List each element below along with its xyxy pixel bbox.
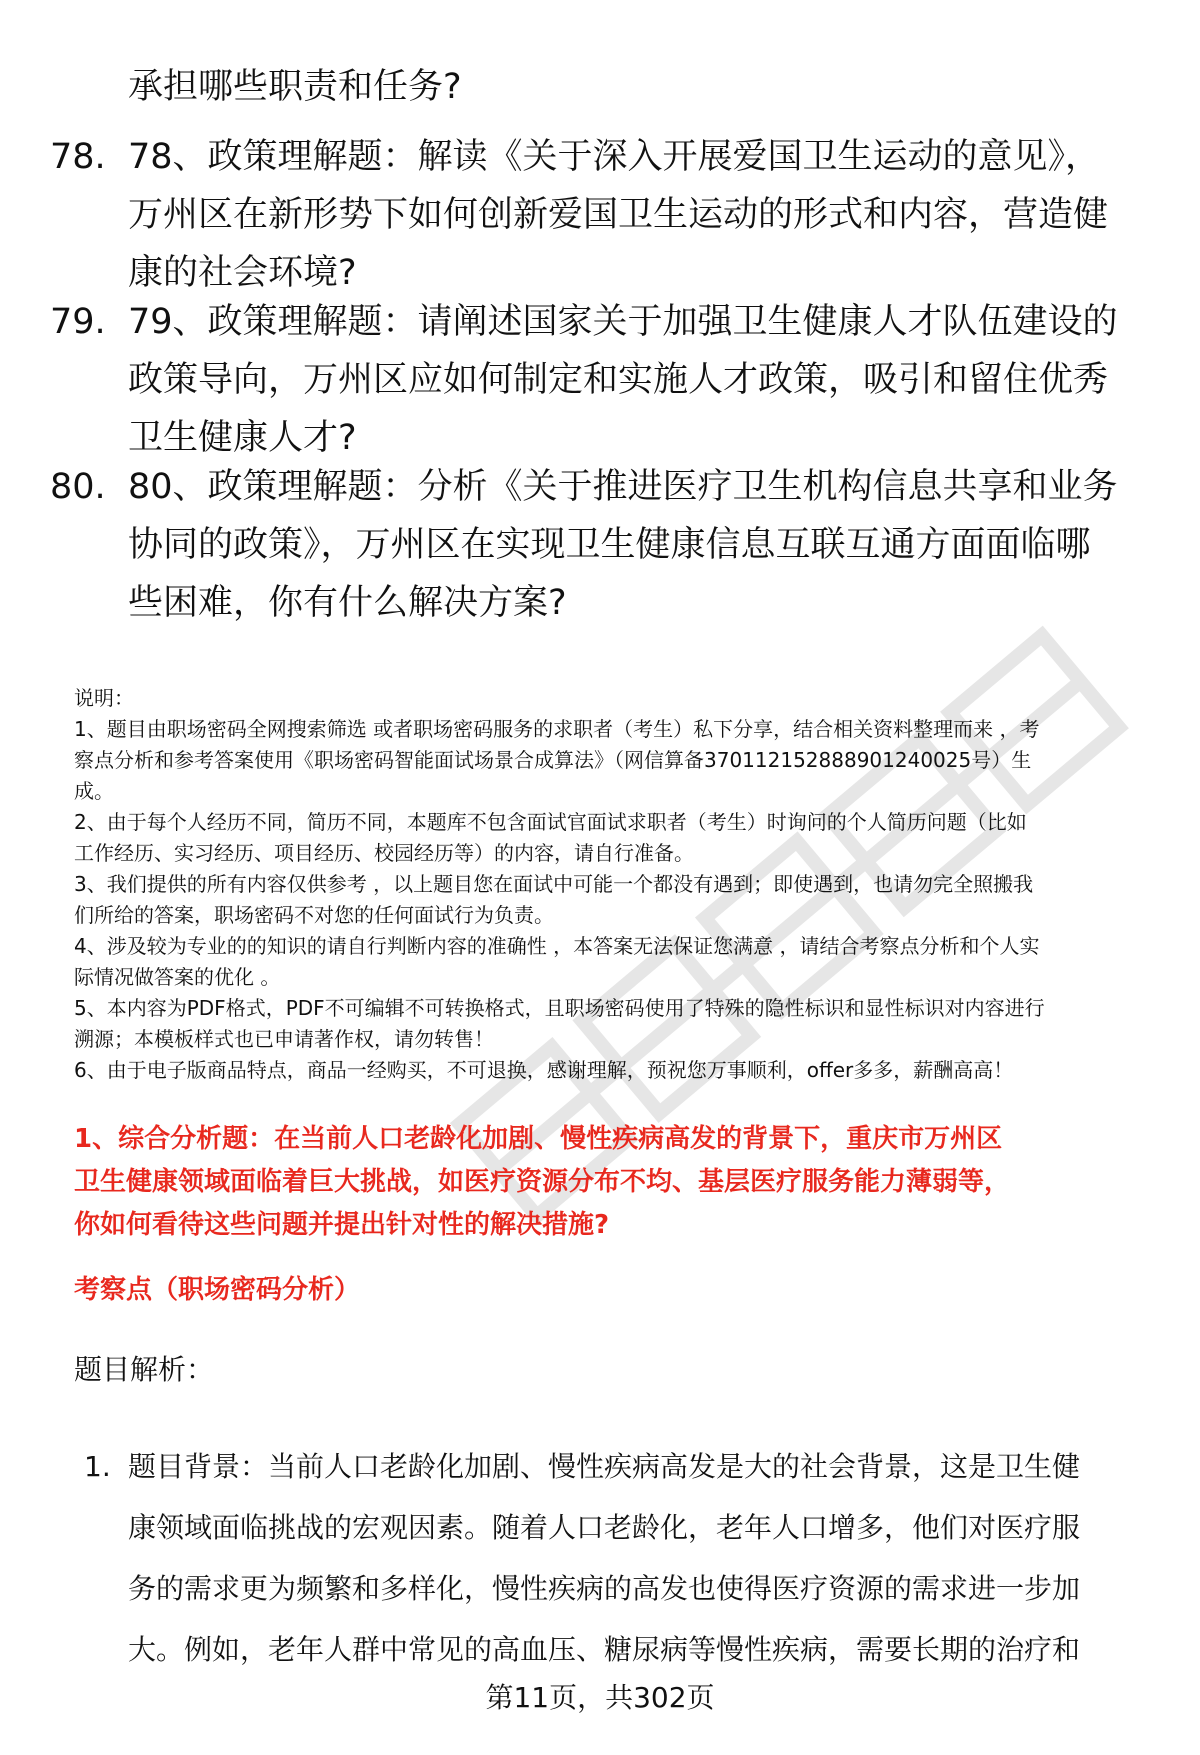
notes-line: 际情况做答案的优化 。 bbox=[74, 965, 281, 989]
notes-line: 6、由于电子版商品特点，商品一经购买，不可退换，感谢理解，预祝您万事顺利，offer多多，薪酬高高！ bbox=[74, 1058, 1014, 1082]
question-line: 79、政策理解题：请阐述国家关于加强卫生健康人才队伍建设的 bbox=[128, 302, 1118, 342]
question-line: 78、政策理解题：解读《关于深入开展爱国卫生运动的意见》， bbox=[128, 137, 1101, 177]
question-text bbox=[128, 128, 1138, 302]
answer-text bbox=[128, 1436, 1148, 1680]
notes-line: 4、涉及较为专业的的知识的请自行判断内容的准确性 ，本答案无法保证您满意 ，请结合考察点分析和个人实 bbox=[74, 934, 1040, 958]
answer-number: 1. bbox=[84, 1450, 111, 1483]
answer-line: 题目背景：当前人口老龄化加剧、慢性疾病高发是大的社会背景，这是卫生健 bbox=[128, 1450, 1081, 1483]
notes-line: 1、题目由职场密码全网搜索筛选 或者职场密码服务的求职者（考生）私下分享，结合相关资料整理而来 ，考 bbox=[74, 717, 1040, 741]
answer-line: 大。例如，老年人群中常见的高血压、糖尿病等慢性疾病，需要长期的治疗和 bbox=[128, 1633, 1081, 1666]
question-line: 些困难，你有什么解决方案? bbox=[128, 583, 567, 623]
notes-line: 成。 bbox=[74, 779, 114, 803]
notes-line: 们所给的答案，职场密码不对您的任何面试行为负责。 bbox=[74, 903, 554, 927]
notes-line: 溯源；本模板样式也已申请著作权，请勿转售！ bbox=[74, 1027, 494, 1051]
notes-line: 说明： bbox=[74, 686, 134, 710]
page-footer: 第11页，共302页 bbox=[485, 1681, 715, 1714]
question-line: 万州区在新形势下如何创新爱国卫生运动的形式和内容，营造健 bbox=[128, 195, 1109, 235]
notes-line: 5、本内容为PDF格式，PDF不可编辑不可转换格式，且职场密码使用了特殊的隐性标识和显性标识对内容进行 bbox=[74, 996, 1045, 1020]
question-line: 卫生健康人才? bbox=[128, 418, 357, 458]
question-number: 80. bbox=[50, 467, 106, 507]
highlight-question-line: 你如何看待这些问题并提出针对性的解决措施? bbox=[74, 1210, 610, 1240]
highlight-question-line: 卫生健康领域面临着巨大挑战，如医疗资源分布不均、基层医疗服务能力薄弱等， bbox=[74, 1167, 1011, 1197]
question-line: 康的社会环境? bbox=[128, 253, 357, 293]
analysis-subheading: 考察点（职场密码分析） bbox=[74, 1275, 361, 1305]
question-number: 78. bbox=[50, 137, 106, 177]
question-line: 政策导向，万州区应如何制定和实施人才政策，吸引和留住优秀 bbox=[128, 360, 1109, 400]
question-number: 79. bbox=[50, 302, 106, 342]
notes-section bbox=[74, 683, 1154, 1086]
notes-line: 工作经历、实习经历、项目经历、校园经历等）的内容，请自行准备。 bbox=[74, 841, 694, 865]
question-line: 80、政策理解题：分析《关于推进医疗卫生机构信息共享和业务 bbox=[128, 467, 1118, 507]
analysis-label: 题目解析： bbox=[74, 1353, 215, 1386]
answer-line: 务的需求更为频繁和多样化，慢性疾病的高发也使得医疗资源的需求进一步加 bbox=[128, 1572, 1081, 1605]
highlight-question bbox=[74, 1118, 1154, 1247]
question-text bbox=[128, 293, 1138, 467]
question-text bbox=[128, 458, 1138, 632]
notes-line: 3、我们提供的所有内容仅供参考 ，以上题目您在面试中可能一个都没有遇到；即使遇到，也请勿完全照搬我 bbox=[74, 872, 1034, 896]
notes-line: 2、由于每个人经历不同，简历不同，本题库不包含面试官面试求职者（考生）时询问的个人简历问题（比如 bbox=[74, 810, 1027, 834]
notes-line: 察点分析和参考答案使用《职场密码智能面试场景合成算法》（网信算备370112152888901240025号）生 bbox=[74, 748, 1032, 772]
question-continuation: 承担哪些职责和任务? bbox=[128, 67, 462, 107]
answer-line: 康领域面临挑战的宏观因素。随着人口老龄化，老年人口增多，他们对医疗服 bbox=[128, 1511, 1081, 1544]
question-line: 协同的政策》，万州区在实现卫生健康信息互联互通方面面临哪 bbox=[128, 525, 1091, 565]
highlight-question-line: 1、综合分析题：在当前人口老龄化加剧、慢性疾病高发的背景下，重庆市万州区 bbox=[74, 1124, 1003, 1154]
